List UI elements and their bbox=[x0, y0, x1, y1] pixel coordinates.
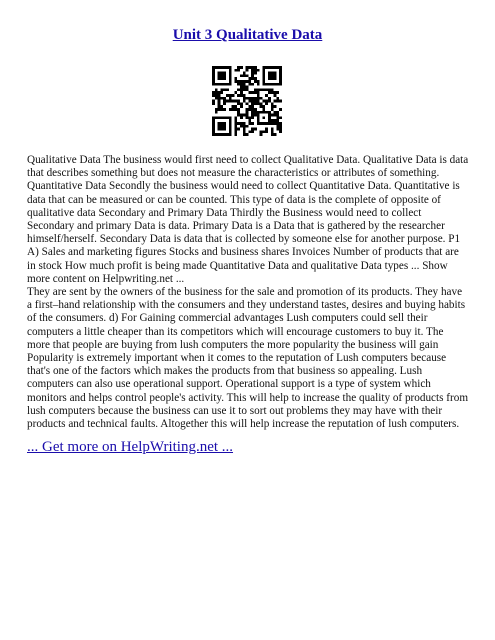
article-body bbox=[27, 154, 469, 431]
paragraph-2: They are sent by the owners of the business for the sale and promotion of its products. They have a first–hand relationship with the consumers and they understand tastes, desires and buying habits of the consumers. d) For Gaining commercial advantages Lush computers could sell their computers a little cheaper than its competitors which will encourage customers to buy it. The more that people are buying from lush computers the more popularity the business will gain Popularity is extremely important when it comes to the reputation of Lush computers because that's one of the factors which makes the products from that business so appealing. Lush computers can also use operational support. Operational support is a type of system which monitors and helps control people's activity. This will help to increase the quality of products from lush computers because the business can use it to sort out problems they may have with their products and technical faults. Altogether this will help increase the reputation of lush computers. bbox=[27, 286, 469, 431]
qr-code-icon bbox=[212, 66, 282, 136]
title-link[interactable]: Unit 3 Qualitative Data bbox=[172, 27, 323, 43]
paragraph-1: Qualitative Data The business would first need to collect Qualitative Data. Qualitative Data is data that describes something but does not measure the characteristics or attributes of something. Quantitative Data Secondly the business would need to collect Quantitative Data. Quantitative is data that can be measured or can be counted. This type of data is the complete of opposite of qualitative data Secondary and Primary Data Thirdly the Business would need to collect Secondary and primary Data is data. Primary Data is a Data that is gathered by the researcher himself/herself. Secondary Data is data that is collected by someone else for another purpose. P1 A) Sales and marketing figures Stocks and business shares Invoices Number of products that are in stock How much profit is being made Quantitative Data and qualitative Data types ... Show more content on Helpwriting.net ... bbox=[27, 154, 469, 285]
get-more-anchor[interactable]: ... Get more on HelpWriting.net ... bbox=[27, 439, 234, 455]
page-title bbox=[0, 26, 495, 44]
get-more-link[interactable] bbox=[27, 438, 233, 456]
